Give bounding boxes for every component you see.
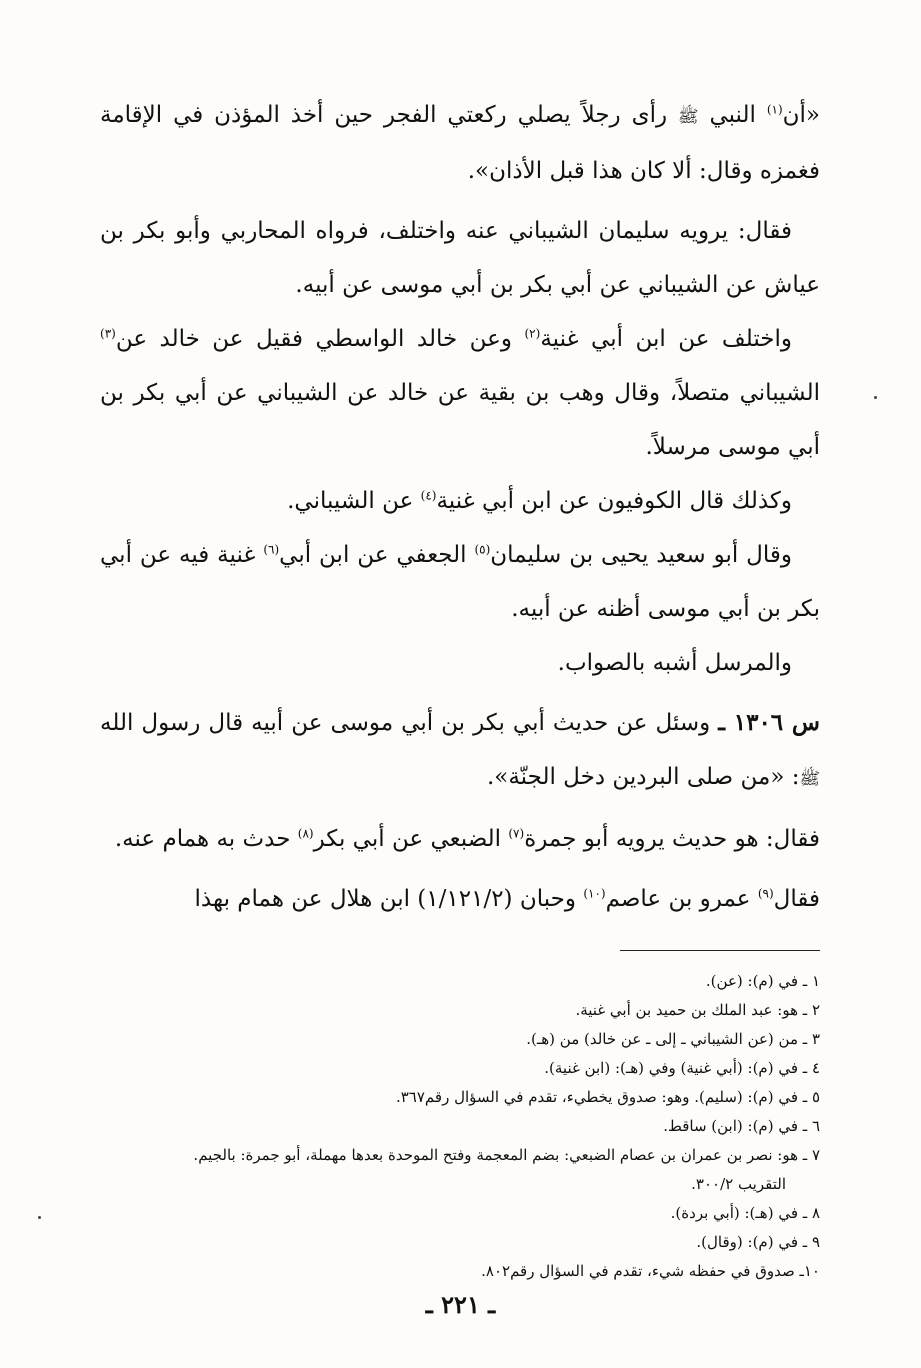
salawat-glyph: ﷺ [799, 769, 820, 789]
footnote-5: ٥ ـ في (م): (سليم). وهو: صدوق يخطيء، تقدم في السؤال رقم٣٦٧. [395, 1088, 820, 1106]
footnote-6: ٦ ـ في (م): (ابن) ساقط. [663, 1117, 820, 1135]
footnote-ref[interactable]: (١) [766, 102, 783, 117]
paragraph-2: فقال: يرويه سليمان الشيباني عنه واختلف، فرواه المحاربي وأبو بكر بن عياش عن الشيباني عن أبي بكر بن أبي موسى عن أبيه. [100, 218, 820, 298]
footnote-7: ٧ ـ هو: نصر بن عمران بن عصام الضبعي: بضم المعجمة وفتح الموحدة بعدها مهملة، أبو جمرة: بالجيم. [193, 1146, 820, 1164]
footnote-ref[interactable]: (٢) [524, 326, 541, 341]
scan-speck [874, 396, 877, 399]
paragraph-question-1306: س ١٣٠٦ ـ وسئل عن حديث أبي بكر بن أبي موسى عن أبيه قال رسول الله ﷺ: «من صلى البردين دخل الجنّة». [100, 709, 820, 790]
footnote-ref[interactable]: (٨) [297, 826, 314, 841]
footnote-ref[interactable]: (٦) [263, 542, 280, 557]
footnote-7-continuation: التقريب ٣٠٠/٢. [691, 1175, 786, 1193]
paragraph-8: فقال: هو حديث يرويه أبو جمرة$^{(٧)}$ الضبعي عن أبي بكر$^{(٨)}$ حدث به همام عنه. [114, 826, 820, 852]
footnote-3: ٣ ـ من (عن الشيباني ـ إلى ـ عن خالد) من (هـ). [526, 1030, 820, 1048]
salawat-glyph: ﷺ [677, 107, 699, 127]
footnote-ref[interactable]: (١٠) [583, 886, 606, 901]
footnote-10: ١٠ـ صدوق في حفظه شيء، تقدم في السؤال رقم٨٠٢. [481, 1262, 820, 1280]
paragraph-1: «أن$^{(١)}$ النبي ﷺ رأى رجلاً يصلي ركعتي الفجر حين أخذ المؤذن في الإقامة فغمزه وقال: ألا كان هذا قبل الأذان». [100, 102, 820, 184]
footnotes [100, 967, 820, 1286]
footnote-ref[interactable]: (٩) [757, 886, 774, 901]
footnote-divider [620, 950, 820, 951]
scan-speck [38, 1216, 41, 1219]
page-number: ـ ٢٢١ ـ [425, 1290, 496, 1319]
page-body [100, 88, 820, 1286]
footnote-2: ٢ ـ هو: عبد الملك بن حميد بن أبي غنية. [575, 1001, 820, 1019]
paragraph-3: واختلف عن ابن أبي غنية$^{(٢)}$ وعن خالد الواسطي فقيل عن خالد عن$^{(٣)}$ الشيباني متصلاً، وقال وهب بن بقية عن خالد عن الشيباني عن أبي بكر بن أبي موسى مرسلاً. [100, 326, 820, 460]
footnote-9: ٩ ـ في (م): (وقال). [696, 1233, 820, 1251]
footnote-8: ٨ ـ في (هـ): (أبي بردة). [670, 1204, 820, 1222]
footnote-ref[interactable]: (٤) [420, 488, 437, 503]
paragraph-4: وكذلك قال الكوفيون عن ابن أبي غنية$^{(٤)}$ عن الشيباني. [287, 488, 792, 514]
paragraph-5: وقال أبو سعيد يحيى بن سليمان$^{(٥)}$ الجعفي عن ابن أبي$^{(٦)}$ غنية فيه عن أبي بكر بن أبي موسى أظنه عن أبيه. [100, 542, 820, 622]
footnote-ref[interactable]: (٣) [100, 326, 116, 341]
footnote-ref[interactable]: (٥) [474, 542, 491, 557]
paragraph-9: فقال$^{(٩)}$ عمرو بن عاصم$^{(١٠)}$ وحبان (١/١٢١/٢) ابن هلال عن همام بهذا [194, 886, 820, 912]
footnote-1: ١ ـ في (م): (عن). [705, 972, 820, 990]
footnote-ref[interactable]: (٧) [508, 826, 525, 841]
footnote-4: ٤ ـ في (م): (أبي غنية) وفي (هـ): (ابن غنية). [544, 1059, 820, 1077]
main-text [100, 88, 820, 926]
question-number: س ١٣٠٦ ـ [718, 709, 820, 736]
paragraph-6: والمرسل أشبه بالصواب. [557, 650, 792, 676]
